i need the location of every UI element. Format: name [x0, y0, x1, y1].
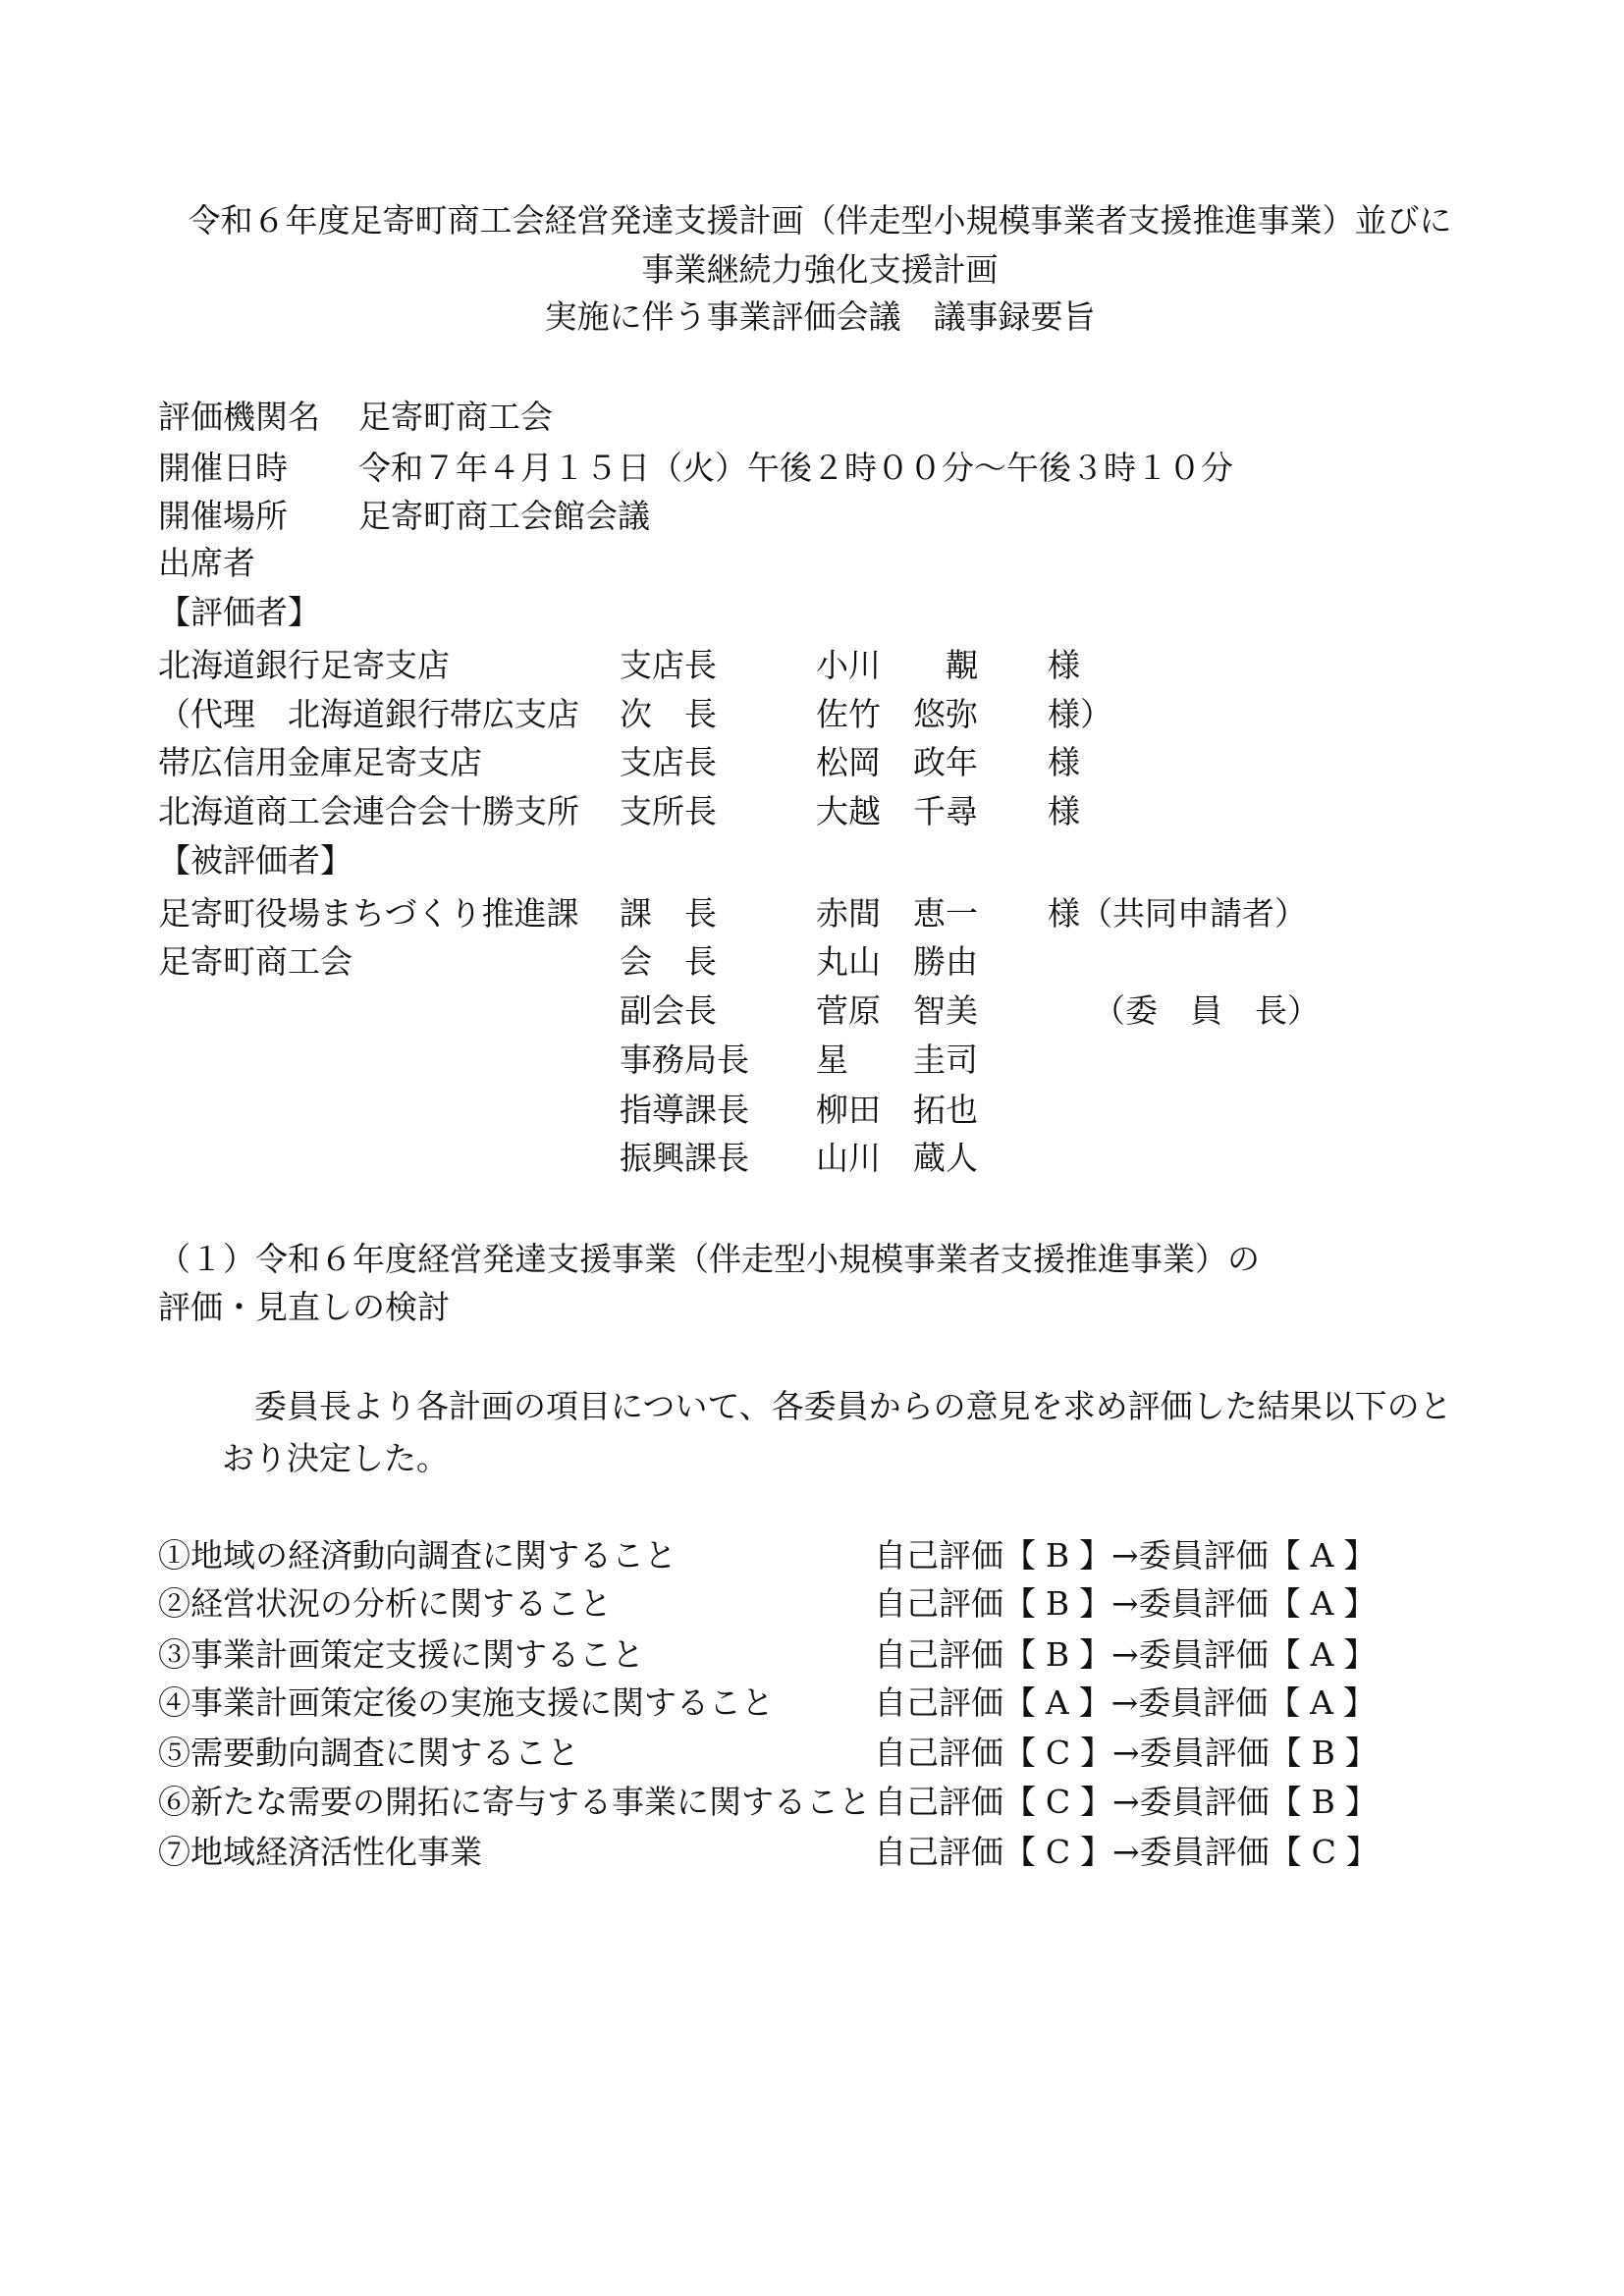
evaluatee-name: 赤間 恵一 — [816, 894, 978, 933]
self-eval-label: 自己評価【 — [874, 1683, 1036, 1722]
close-bracket: 】 — [1345, 1833, 1379, 1871]
evaluatee-row — [0, 1041, 1624, 1080]
evaluatee-position: 課 長 — [620, 894, 717, 933]
evaluator-position: 支店長 — [620, 743, 717, 781]
evaluatee-honorific: 様（共同申請者） — [1048, 894, 1307, 933]
self-eval-label: 自己評価【 — [874, 1783, 1036, 1821]
rating-result — [874, 1584, 1376, 1624]
evaluator-honorific: 様 — [1048, 646, 1080, 684]
committee-grade: A — [1310, 1536, 1334, 1575]
evaluatee-position: 副会長 — [620, 991, 717, 1030]
committee-eval-label: 】→委員評価【 — [1078, 1683, 1301, 1722]
evaluatee-name: 星 圭司 — [816, 1041, 978, 1079]
rating-row — [0, 1584, 1624, 1624]
evaluatee-affiliation: 足寄町商工会 — [158, 942, 352, 981]
committee-eval-label: 】→委員評価【 — [1079, 1584, 1301, 1623]
rating-result — [874, 1833, 1379, 1872]
evaluatee-position: 振興課長 — [620, 1139, 749, 1177]
evaluator-name: 松岡 政年 — [816, 743, 978, 781]
evaluatee-position: 事務局長 — [620, 1041, 749, 1079]
document-title-line-2: 事業継続力強化支援計画 — [641, 250, 999, 289]
committee-grade: A — [1310, 1635, 1334, 1674]
rating-row — [0, 1635, 1624, 1675]
evaluatee-role: （委 員 長） — [1093, 991, 1320, 1030]
organization-row — [0, 398, 1624, 437]
committee-grade: B — [1311, 1734, 1335, 1772]
rating-item: ③事業計画策定支援に関すること — [158, 1635, 644, 1674]
evaluator-name: 佐竹 悠弥 — [816, 695, 978, 733]
rating-item: ⑤需要動向調査に関すること — [158, 1734, 579, 1772]
self-eval-label: 自己評価【 — [874, 1584, 1036, 1623]
section-1-heading-line-2: 評価・見直しの検討 — [158, 1288, 450, 1326]
evaluator-name: 大越 千尋 — [816, 792, 978, 830]
committee-grade: A — [1310, 1584, 1334, 1623]
evaluatee-row — [0, 942, 1624, 982]
rating-result — [874, 1683, 1376, 1723]
self-grade: B — [1045, 1635, 1070, 1674]
attendees-label: 出席者 — [158, 544, 255, 582]
rating-row — [0, 1536, 1624, 1575]
datetime-row — [0, 449, 1624, 488]
self-grade: A — [1045, 1683, 1069, 1722]
rating-row — [0, 1833, 1624, 1872]
evaluatee-affiliation: 足寄町役場まちづくり推進課 — [158, 894, 579, 933]
evaluator-name: 小川 覯 — [816, 646, 978, 684]
evaluator-row — [0, 646, 1624, 685]
venue-label: 開催場所 — [158, 497, 288, 535]
evaluatee-name: 山川 蔵人 — [816, 1139, 978, 1177]
committee-eval-label: 】→委員評価【 — [1079, 1635, 1301, 1674]
evaluatee-position: 指導課長 — [620, 1091, 749, 1129]
self-eval-label: 自己評価【 — [874, 1536, 1036, 1575]
rating-result — [874, 1734, 1378, 1773]
venue-value: 足寄町商工会館会議 — [358, 497, 650, 535]
evaluator-affiliation: （代理 北海道銀行帯広支店 — [158, 695, 579, 733]
evaluator-row — [0, 743, 1624, 782]
rating-result — [874, 1783, 1378, 1822]
self-eval-label: 自己評価【 — [874, 1635, 1036, 1674]
evaluator-affiliation: 北海道銀行足寄支店 — [158, 646, 450, 684]
section-1-body-line-2: おり決定した。 — [222, 1439, 449, 1477]
rating-item: ⑦地域経済活性化事業 — [158, 1833, 482, 1871]
evaluator-honorific: 様 — [1048, 743, 1080, 781]
evaluator-affiliation: 帯広信用金庫足寄支店 — [158, 743, 482, 781]
evaluatee-row — [0, 1091, 1624, 1130]
committee-grade: C — [1311, 1833, 1336, 1871]
close-bracket: 】 — [1343, 1584, 1377, 1623]
self-grade: C — [1045, 1783, 1071, 1821]
evaluatee-name: 菅原 智美 — [816, 991, 978, 1030]
evaluatee-row — [0, 1139, 1624, 1178]
self-grade: C — [1045, 1833, 1071, 1871]
section-1-heading-line-1: （１）令和６年度経営発達支援事業（伴走型小規模事業者支援推進事業）の — [158, 1240, 1260, 1278]
rating-row — [0, 1734, 1624, 1773]
close-bracket: 】 — [1344, 1734, 1378, 1772]
organization-label: 評価機関名 — [158, 398, 320, 436]
evaluator-affiliation: 北海道商工会連合会十勝支所 — [158, 792, 579, 830]
evaluator-position: 支店長 — [620, 646, 717, 684]
evaluator-honorific: 様） — [1048, 695, 1112, 733]
rating-item: ①地域の経済動向調査に関すること — [158, 1536, 677, 1575]
committee-eval-label: 】→委員評価【 — [1080, 1734, 1302, 1772]
rating-row — [0, 1783, 1624, 1822]
close-bracket: 】 — [1342, 1683, 1376, 1722]
self-grade: B — [1045, 1584, 1070, 1623]
evaluatee-row — [0, 991, 1624, 1031]
committee-eval-label: 】→委員評価【 — [1079, 1536, 1301, 1575]
rating-item: ④事業計画策定後の実施支援に関すること — [158, 1683, 774, 1722]
close-bracket: 】 — [1343, 1536, 1377, 1575]
close-bracket: 】 — [1343, 1635, 1377, 1674]
self-eval-label: 自己評価【 — [874, 1734, 1036, 1772]
evaluatee-name: 丸山 勝由 — [816, 942, 978, 981]
rating-item: ②経営状況の分析に関すること — [158, 1584, 612, 1623]
committee-grade: A — [1310, 1683, 1334, 1722]
committee-eval-label: 】→委員評価【 — [1080, 1783, 1302, 1821]
datetime-label: 開催日時 — [158, 449, 288, 487]
committee-eval-label: 】→委員評価【 — [1080, 1833, 1302, 1871]
venue-row — [0, 497, 1624, 536]
self-grade: B — [1045, 1536, 1070, 1575]
evaluatees-heading: 【被評価者】 — [158, 841, 352, 880]
evaluatee-name: 柳田 拓也 — [816, 1091, 978, 1129]
rating-result — [874, 1536, 1376, 1575]
evaluator-row — [0, 695, 1624, 734]
evaluator-row — [0, 792, 1624, 831]
document-title-line-3: 実施に伴う事業評価会議 議事録要旨 — [544, 297, 1096, 336]
rating-item: ⑥新たな需要の開拓に寄与する事業に関すること — [158, 1783, 871, 1821]
rating-row — [0, 1683, 1624, 1723]
self-grade: C — [1045, 1734, 1071, 1772]
rating-result — [874, 1635, 1376, 1675]
datetime-value: 令和７年４月１５日（火）午後２時００分～午後３時１０分 — [358, 449, 1233, 487]
self-eval-label: 自己評価【 — [874, 1833, 1036, 1871]
committee-grade: B — [1311, 1783, 1335, 1821]
close-bracket: 】 — [1344, 1783, 1378, 1821]
evaluator-honorific: 様 — [1048, 792, 1080, 830]
document-title-line-1: 令和６年度足寄町商工会経営発達支援計画（伴走型小規模事業者支援推進事業）並びに — [188, 201, 1452, 240]
evaluator-position: 次 長 — [620, 695, 717, 733]
evaluator-position: 支所長 — [620, 792, 717, 830]
evaluators-heading: 【評価者】 — [158, 593, 320, 631]
organization-value: 足寄町商工会 — [358, 398, 553, 436]
evaluatee-row — [0, 894, 1624, 934]
evaluatee-position: 会 長 — [620, 942, 717, 981]
section-1-body-line-1: 委員長より各計画の項目について、各委員からの意見を求め評価した結果以下のと — [254, 1387, 1452, 1425]
